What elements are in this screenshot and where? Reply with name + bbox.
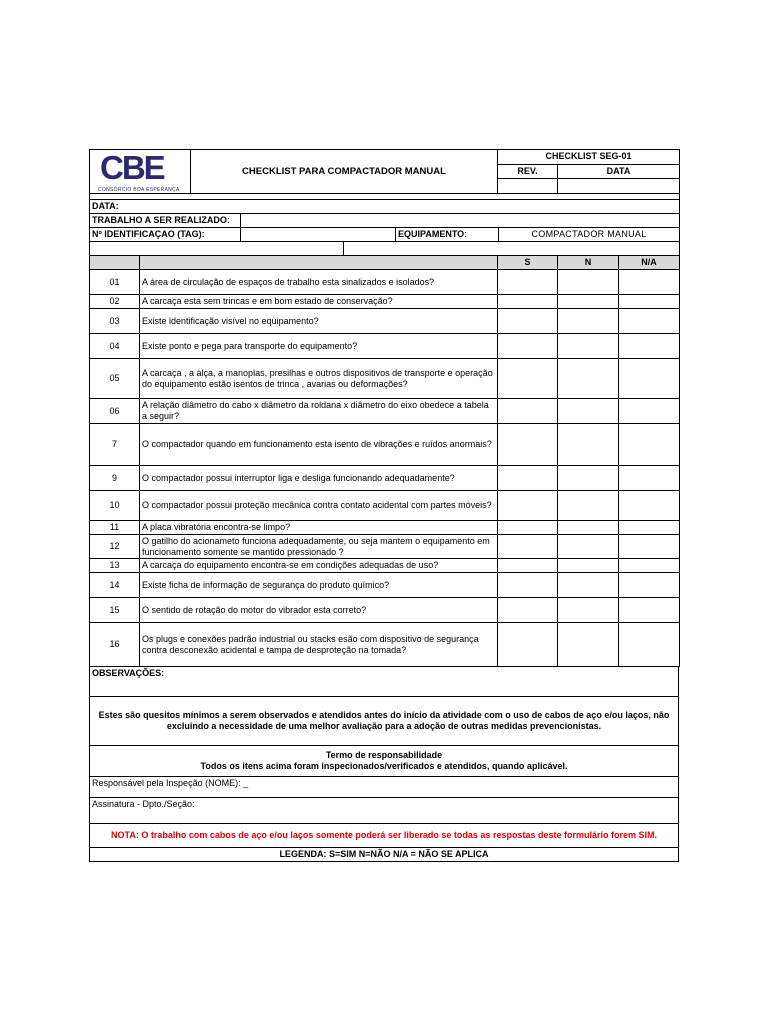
- responsavel-field[interactable]: [90, 777, 679, 798]
- question-number: 10: [90, 491, 140, 521]
- termo-text: Todos os itens acima foram inspecionados/verificados e atendidos, quando aplicável.: [200, 761, 568, 771]
- answer-n[interactable]: [558, 359, 619, 399]
- checklist-form: [89, 149, 679, 862]
- question-number: 16: [90, 623, 140, 667]
- question-text: O compactador possui proteção mecânica contra contato acidental com partes móveis?: [140, 491, 498, 521]
- header-blank-question: [140, 256, 498, 270]
- answer-s[interactable]: [498, 270, 558, 295]
- logo: [90, 150, 191, 194]
- answer-n[interactable]: [558, 559, 619, 573]
- table-row: [90, 573, 680, 598]
- legenda-text: LEGENDA: S=SIM N=NÃO N/A = NÃO SE APLICA: [90, 848, 679, 862]
- question-text: A carcaça , a alça, a manoplas, presilhas e outros dispositivos de transporte e operação do equipamento estão isentos de trinca , avarias ou deformações?: [140, 359, 498, 399]
- col-n: N: [558, 256, 619, 270]
- trabalho-label: TRABALHO A SER REALIZADO:: [90, 214, 241, 228]
- answer-s[interactable]: [498, 295, 558, 309]
- answer-n[interactable]: [558, 309, 619, 334]
- answer-s[interactable]: [498, 573, 558, 598]
- answer-na[interactable]: [619, 399, 680, 424]
- table-row: [90, 466, 680, 491]
- answer-na[interactable]: [619, 359, 680, 399]
- header-blank-num: [90, 256, 140, 270]
- responsavel-label: Responsável pela Inspeção (NOME): _: [92, 778, 249, 788]
- question-text: Os plugs e conexões padrão industrial ou stacks esão com dispositivo de segurança contra desconexão acidental e tampa de desproteção na tomada?: [140, 623, 498, 667]
- question-number: 14: [90, 573, 140, 598]
- answer-na[interactable]: [619, 559, 680, 573]
- question-number: 15: [90, 598, 140, 623]
- question-number: 02: [90, 295, 140, 309]
- questions-table: [89, 255, 680, 667]
- equipamento-label: EQUIPAMENTO:: [396, 228, 499, 242]
- data-field[interactable]: [90, 200, 680, 214]
- col-na: N/A: [619, 256, 680, 270]
- answer-s[interactable]: [498, 623, 558, 667]
- rev-value[interactable]: [498, 179, 558, 194]
- table-row: [90, 295, 680, 309]
- table-row: [90, 334, 680, 359]
- answer-n[interactable]: [558, 270, 619, 295]
- table-row: [90, 491, 680, 521]
- assinatura-field[interactable]: [90, 798, 679, 824]
- assinatura-label: Assinatura - Dpto./Seção:: [92, 799, 195, 809]
- answer-n[interactable]: [558, 491, 619, 521]
- answer-s[interactable]: [498, 334, 558, 359]
- question-text: O sentido de rotação do motor do vibrador esta correto?: [140, 598, 498, 623]
- answer-s[interactable]: [498, 466, 558, 491]
- form-title: CHECKLIST PARA COMPACTADOR MANUAL: [191, 150, 498, 194]
- question-number: 05: [90, 359, 140, 399]
- rev-label: REV.: [498, 164, 558, 179]
- answer-na[interactable]: [619, 270, 680, 295]
- answer-n[interactable]: [558, 598, 619, 623]
- answer-s[interactable]: [498, 359, 558, 399]
- logo-text: CBE: [100, 149, 164, 186]
- table-row: [90, 270, 680, 295]
- table-row: [90, 424, 680, 466]
- checklist-code: CHECKLIST SEG-01: [498, 150, 680, 165]
- question-number: 04: [90, 334, 140, 359]
- answer-n[interactable]: [558, 399, 619, 424]
- header-table: [89, 149, 680, 194]
- blank-cell-right: [344, 242, 680, 256]
- question-text: A carcaça do equipamento encontra-se em condições adequadas de uso?: [140, 559, 498, 573]
- col-s: S: [498, 256, 558, 270]
- question-number: 01: [90, 270, 140, 295]
- nota-text: NOTA: O trabalho com cabos de aço e/ou laços somente poderá ser liberado se todas as respostas deste formulário forem SIM.: [90, 824, 679, 848]
- answer-na[interactable]: [619, 466, 680, 491]
- table-row: [90, 359, 680, 399]
- answer-na[interactable]: [619, 623, 680, 667]
- question-text: A carcaça esta sem trincas e em bom estado de conservação?: [140, 295, 498, 309]
- question-text: Existe ficha de informação de segurança do produto químico?: [140, 573, 498, 598]
- question-text: Existe ponto e pega para transporte do equipamento?: [140, 334, 498, 359]
- blank-cell-left: [90, 242, 344, 256]
- data-header-label: DATA: [558, 164, 680, 179]
- logo-subtitle: CONSÓRCIO BOA ESPERANÇA: [98, 187, 180, 193]
- table-row: [90, 535, 680, 559]
- tag-label: Nº IDENTIFICAÇAO (TAG):: [90, 228, 241, 242]
- answer-n[interactable]: [558, 573, 619, 598]
- answer-n[interactable]: [558, 623, 619, 667]
- answer-n[interactable]: [558, 295, 619, 309]
- equipamento-value: COMPACTADOR MANUAL: [499, 228, 680, 242]
- question-text: A área de circulação de espaços de trabalho esta sinalizados e isolados?: [140, 270, 498, 295]
- footer-table: [89, 666, 679, 862]
- termo-block: [90, 746, 679, 777]
- answer-na[interactable]: [619, 491, 680, 521]
- answer-s[interactable]: [498, 399, 558, 424]
- trabalho-input[interactable]: [241, 214, 680, 228]
- question-text: O compactador quando em funcionamento esta isento de vibrações e ruídos anormais?: [140, 424, 498, 466]
- tag-input[interactable]: [241, 228, 396, 242]
- answer-s[interactable]: [498, 491, 558, 521]
- fields-table: [89, 193, 680, 256]
- table-row: [90, 623, 680, 667]
- answer-s[interactable]: [498, 598, 558, 623]
- answer-s[interactable]: [498, 309, 558, 334]
- question-number: 03: [90, 309, 140, 334]
- table-row: [90, 521, 680, 535]
- data-label: DATA:: [92, 201, 119, 211]
- question-text: O compactador possui interruptor liga e desliga funcionando adequadamente?: [140, 466, 498, 491]
- answer-s[interactable]: [498, 559, 558, 573]
- question-text: A placa vibratória encontra-se limpo?: [140, 521, 498, 535]
- observacoes-field[interactable]: [90, 667, 679, 697]
- question-number: 12: [90, 535, 140, 559]
- table-row: [90, 598, 680, 623]
- answer-s[interactable]: [498, 521, 558, 535]
- answer-n[interactable]: [558, 466, 619, 491]
- question-number: 06: [90, 399, 140, 424]
- question-text: O gatilho do acionameto funciona adequadamente, ou seja mantem o equipamento em funcionamento somente se mantido pressionado ?: [140, 535, 498, 559]
- answer-na[interactable]: [619, 521, 680, 535]
- answer-n[interactable]: [558, 535, 619, 559]
- answer-na[interactable]: [619, 309, 680, 334]
- answer-na[interactable]: [619, 598, 680, 623]
- question-text: A relação diâmetro do cabo x diâmetro da roldana x diâmetro do eixo obedece a tabela a seguir?: [140, 399, 498, 424]
- table-row: [90, 309, 680, 334]
- table-row: [90, 559, 680, 573]
- answer-s[interactable]: [498, 424, 558, 466]
- observacoes-label: OBSERVAÇÕES:: [92, 668, 165, 678]
- answer-n[interactable]: [558, 521, 619, 535]
- question-number: 7: [90, 424, 140, 466]
- answer-n[interactable]: [558, 334, 619, 359]
- answer-na[interactable]: [619, 573, 680, 598]
- data-header-value[interactable]: [558, 179, 680, 194]
- answer-n[interactable]: [558, 424, 619, 466]
- question-number: 9: [90, 466, 140, 491]
- question-text: Existe identificação visível no equipamento?: [140, 309, 498, 334]
- answer-na[interactable]: [619, 535, 680, 559]
- answer-na[interactable]: [619, 424, 680, 466]
- aviso-text: Estes são quesitos mínimos a serem observados e atendidos antes do início da atividade com o uso de cabos de aço e/ou laços, não excluindo a necessidade de uma melhor avaliação para a adoção de outras medidas prevencionistas.: [90, 697, 679, 746]
- table-row: [90, 399, 680, 424]
- question-number: 13: [90, 559, 140, 573]
- answer-na[interactable]: [619, 334, 680, 359]
- question-number: 11: [90, 521, 140, 535]
- answer-s[interactable]: [498, 535, 558, 559]
- answer-na[interactable]: [619, 295, 680, 309]
- termo-title: Termo de responsabilidade: [325, 750, 443, 760]
